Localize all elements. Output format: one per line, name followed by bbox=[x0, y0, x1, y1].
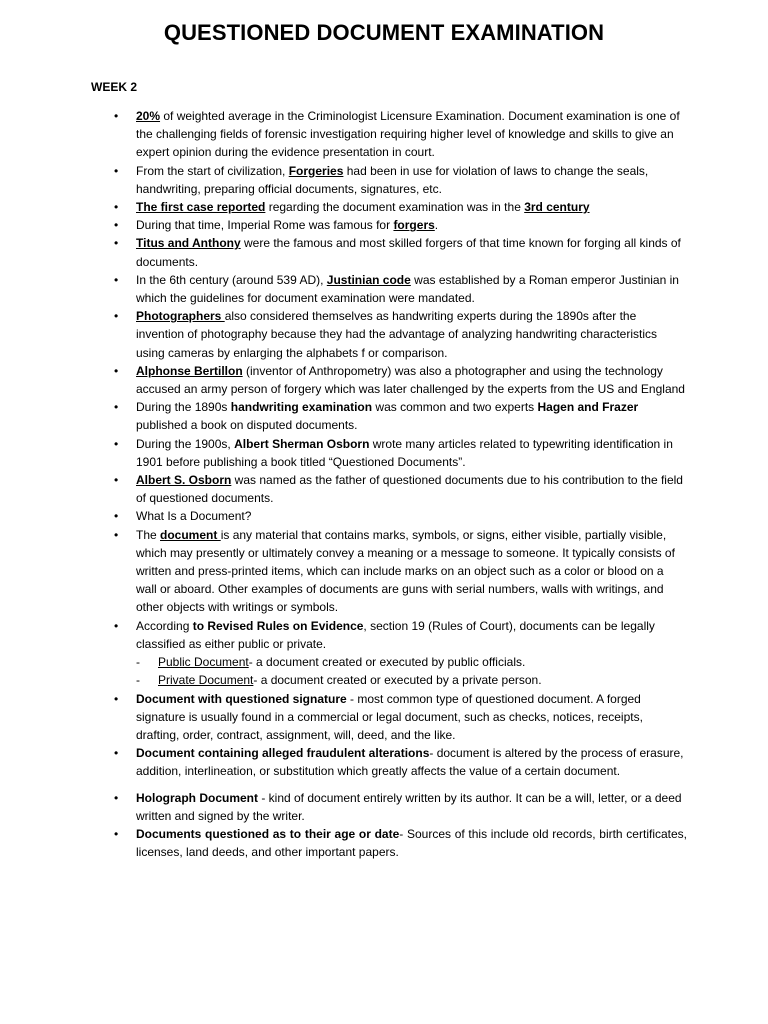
text-run: 20% bbox=[136, 109, 161, 123]
list-item-text bbox=[136, 364, 685, 396]
bullet-marker: • bbox=[114, 691, 119, 706]
list-item-text bbox=[136, 473, 683, 505]
list-item bbox=[112, 507, 687, 525]
bullet-marker: • bbox=[114, 436, 119, 451]
bullet-marker: • bbox=[114, 200, 119, 215]
text-run: Document containing alleged fraudulent alterations bbox=[136, 746, 430, 761]
bullet-marker: • bbox=[114, 826, 119, 841]
bullet-marker: • bbox=[114, 236, 119, 251]
text-run: document bbox=[160, 527, 221, 542]
list-item-text bbox=[136, 273, 679, 305]
list-item-text bbox=[136, 437, 673, 469]
text-run: In the 6th century (around 539 AD), bbox=[136, 272, 327, 287]
text-run: to Revised Rules on Evidence bbox=[192, 618, 364, 633]
list-item bbox=[112, 271, 687, 307]
text-run: . bbox=[434, 218, 439, 233]
text-run: - kind of document entirely written by its author. It can be a will, letter, or a deed written and signed by the writer. bbox=[136, 790, 682, 823]
text-run: of weighted average in the Criminologist Licensure Examination. Document examination is one of the challenging fields of forensic investigation requiring higher level of knowledge and skills to give an expert opinion during the evidence presentation in court. bbox=[136, 109, 680, 160]
text-run: , section 19 (Rules of Court), documents can be legally classified as either public or private. bbox=[136, 618, 655, 651]
list-item bbox=[112, 162, 687, 198]
list-item-text bbox=[136, 309, 657, 359]
bullet-marker: • bbox=[114, 363, 119, 378]
text-run: - a document created or executed by a private person. bbox=[253, 673, 542, 688]
text-run: (inventor of Anthropometry) was also a photographer and using the technology accused an army person of forgery which was later challenged by the experts from the US and England bbox=[136, 363, 685, 397]
bullet-marker: • bbox=[114, 309, 119, 324]
text-run: handwriting examination bbox=[230, 400, 373, 415]
text-run: was established by a Roman emperor Justinian in which the guidelines for document examination were mandated. bbox=[136, 272, 679, 306]
list-item-text bbox=[136, 509, 251, 523]
list-item bbox=[112, 617, 687, 690]
text-run: regarding the document examination was in the bbox=[265, 200, 525, 215]
list-item bbox=[112, 471, 687, 507]
sub-list-item bbox=[136, 671, 687, 689]
bullet-marker: • bbox=[114, 218, 119, 233]
text-run: Public Document bbox=[158, 655, 249, 670]
list-item-text bbox=[136, 200, 590, 214]
list-item bbox=[112, 234, 687, 270]
text-run: What Is a Document? bbox=[136, 509, 252, 524]
list-item-text bbox=[136, 692, 643, 742]
text-run: - document is altered by the process of erasure, addition, interlineation, or substitution which greatly affects the value of a certain document. bbox=[136, 746, 684, 779]
bullet-list bbox=[112, 107, 687, 861]
week-label: WEEK 2 bbox=[91, 80, 138, 94]
text-run: was named as the father of questioned documents due to his contribution to the field of questioned documents. bbox=[136, 473, 683, 506]
text-run: - a document created or executed by public officials. bbox=[248, 655, 526, 670]
dash-marker: - bbox=[136, 673, 140, 688]
list-item bbox=[112, 825, 687, 861]
dash-marker: - bbox=[136, 655, 140, 670]
list-item-text bbox=[136, 400, 638, 432]
list-item bbox=[112, 526, 687, 617]
list-item bbox=[112, 362, 687, 398]
text-run: From the start of civilization, bbox=[136, 163, 289, 178]
document-title: QUESTIONED DOCUMENT EXAMINATION bbox=[163, 20, 605, 45]
list-item-text bbox=[136, 218, 438, 232]
sub-list bbox=[136, 653, 687, 689]
list-item-text bbox=[136, 746, 684, 778]
text-run: Documents questioned as to their age or date bbox=[136, 826, 400, 841]
text-run: 3rd century bbox=[524, 200, 590, 215]
bullet-marker: • bbox=[114, 109, 119, 123]
text-run: During that time, Imperial Rome was famous for bbox=[136, 218, 394, 233]
bullet-marker: • bbox=[114, 790, 119, 805]
bullet-marker: • bbox=[114, 272, 119, 287]
list-item-text bbox=[136, 236, 681, 268]
text-run: wrote many articles related to typewriting identification in 1901 before publishing a book titled “Questioned Documents”. bbox=[136, 436, 673, 469]
text-run: Holograph Document bbox=[136, 790, 258, 805]
text-run: Albert Sherman Osborn bbox=[234, 436, 370, 451]
list-item bbox=[112, 744, 687, 780]
spacer bbox=[112, 781, 687, 789]
text-run: The bbox=[136, 527, 161, 542]
text-run: Document with questioned signature bbox=[136, 691, 347, 706]
list-item bbox=[112, 216, 687, 234]
bullet-marker: • bbox=[114, 746, 119, 761]
text-run: also considered themselves as handwriting experts during the 1890s after the invention of photography because they had the advantage of analyzing handwriting characteristics using cameras by enlarging the alphabets f or comparison. bbox=[136, 309, 658, 360]
text-run: The first case reported bbox=[136, 200, 266, 215]
bullet-marker: • bbox=[114, 509, 119, 524]
text-run: During the 1900s, bbox=[136, 436, 235, 451]
text-run: Hagen and Frazer bbox=[537, 400, 639, 415]
text-run: Albert S. Osborn bbox=[136, 473, 232, 488]
text-run: forgers bbox=[393, 218, 435, 233]
text-run: - Sources of this include old records, birth certificates, licenses, land deeds, and other important papers. bbox=[136, 826, 687, 860]
list-item-text bbox=[136, 164, 648, 196]
bullet-marker: • bbox=[114, 400, 119, 415]
text-run: Photographers bbox=[136, 309, 225, 324]
bullet-marker: • bbox=[114, 618, 119, 633]
list-item bbox=[112, 789, 687, 825]
bullet-marker: • bbox=[114, 163, 119, 178]
text-run: had been in use for violation of laws to change the seals, handwriting, preparing official documents, signatures, etc. bbox=[136, 163, 649, 196]
list-item-text bbox=[136, 619, 655, 651]
list-item-text bbox=[136, 109, 680, 159]
bullet-marker: • bbox=[114, 527, 119, 542]
sub-list-item bbox=[136, 653, 687, 671]
list-item-text bbox=[136, 528, 675, 615]
list-item bbox=[112, 198, 687, 216]
text-run: published a book on disputed documents. bbox=[136, 418, 358, 433]
text-run: According bbox=[136, 618, 193, 633]
list-item bbox=[112, 690, 687, 745]
list-item bbox=[112, 398, 687, 434]
text-run: Private Document bbox=[158, 673, 254, 688]
list-item bbox=[112, 307, 687, 362]
text-run: Forgeries bbox=[288, 163, 344, 178]
list-item-text bbox=[136, 791, 682, 823]
text-run: were the famous and most skilled forgers of that time known for forging all kinds of documents. bbox=[136, 236, 681, 269]
list-item-text bbox=[136, 827, 687, 859]
text-run: was common and two experts bbox=[372, 400, 538, 415]
text-run: Justinian code bbox=[326, 272, 411, 287]
text-run: During the 1890s bbox=[136, 400, 231, 415]
text-run: is any material that contains marks, symbols, or signs, either visible, partially visible, which may presently or ultimately convey a meaning or a message to someone. It typically consists of written and press-printed items, which can include marks on an object such as a color or blood on a wall or aboard. Other examples of documents are guns with serial numbers, walls with writings, and other objects with writings or symbols. bbox=[136, 527, 675, 615]
text-run: Alphonse Bertillon bbox=[136, 363, 243, 378]
bullet-marker: • bbox=[114, 473, 119, 488]
text-run: Titus and Anthony bbox=[136, 236, 241, 251]
list-item bbox=[112, 435, 687, 471]
text-run: - most common type of questioned document. A forged signature is usually found in a commercial or legal document, such as checks, notices, receipts, drafting, order, contract, assignment, will, deed, and the like. bbox=[136, 691, 643, 742]
list-item bbox=[112, 107, 687, 162]
